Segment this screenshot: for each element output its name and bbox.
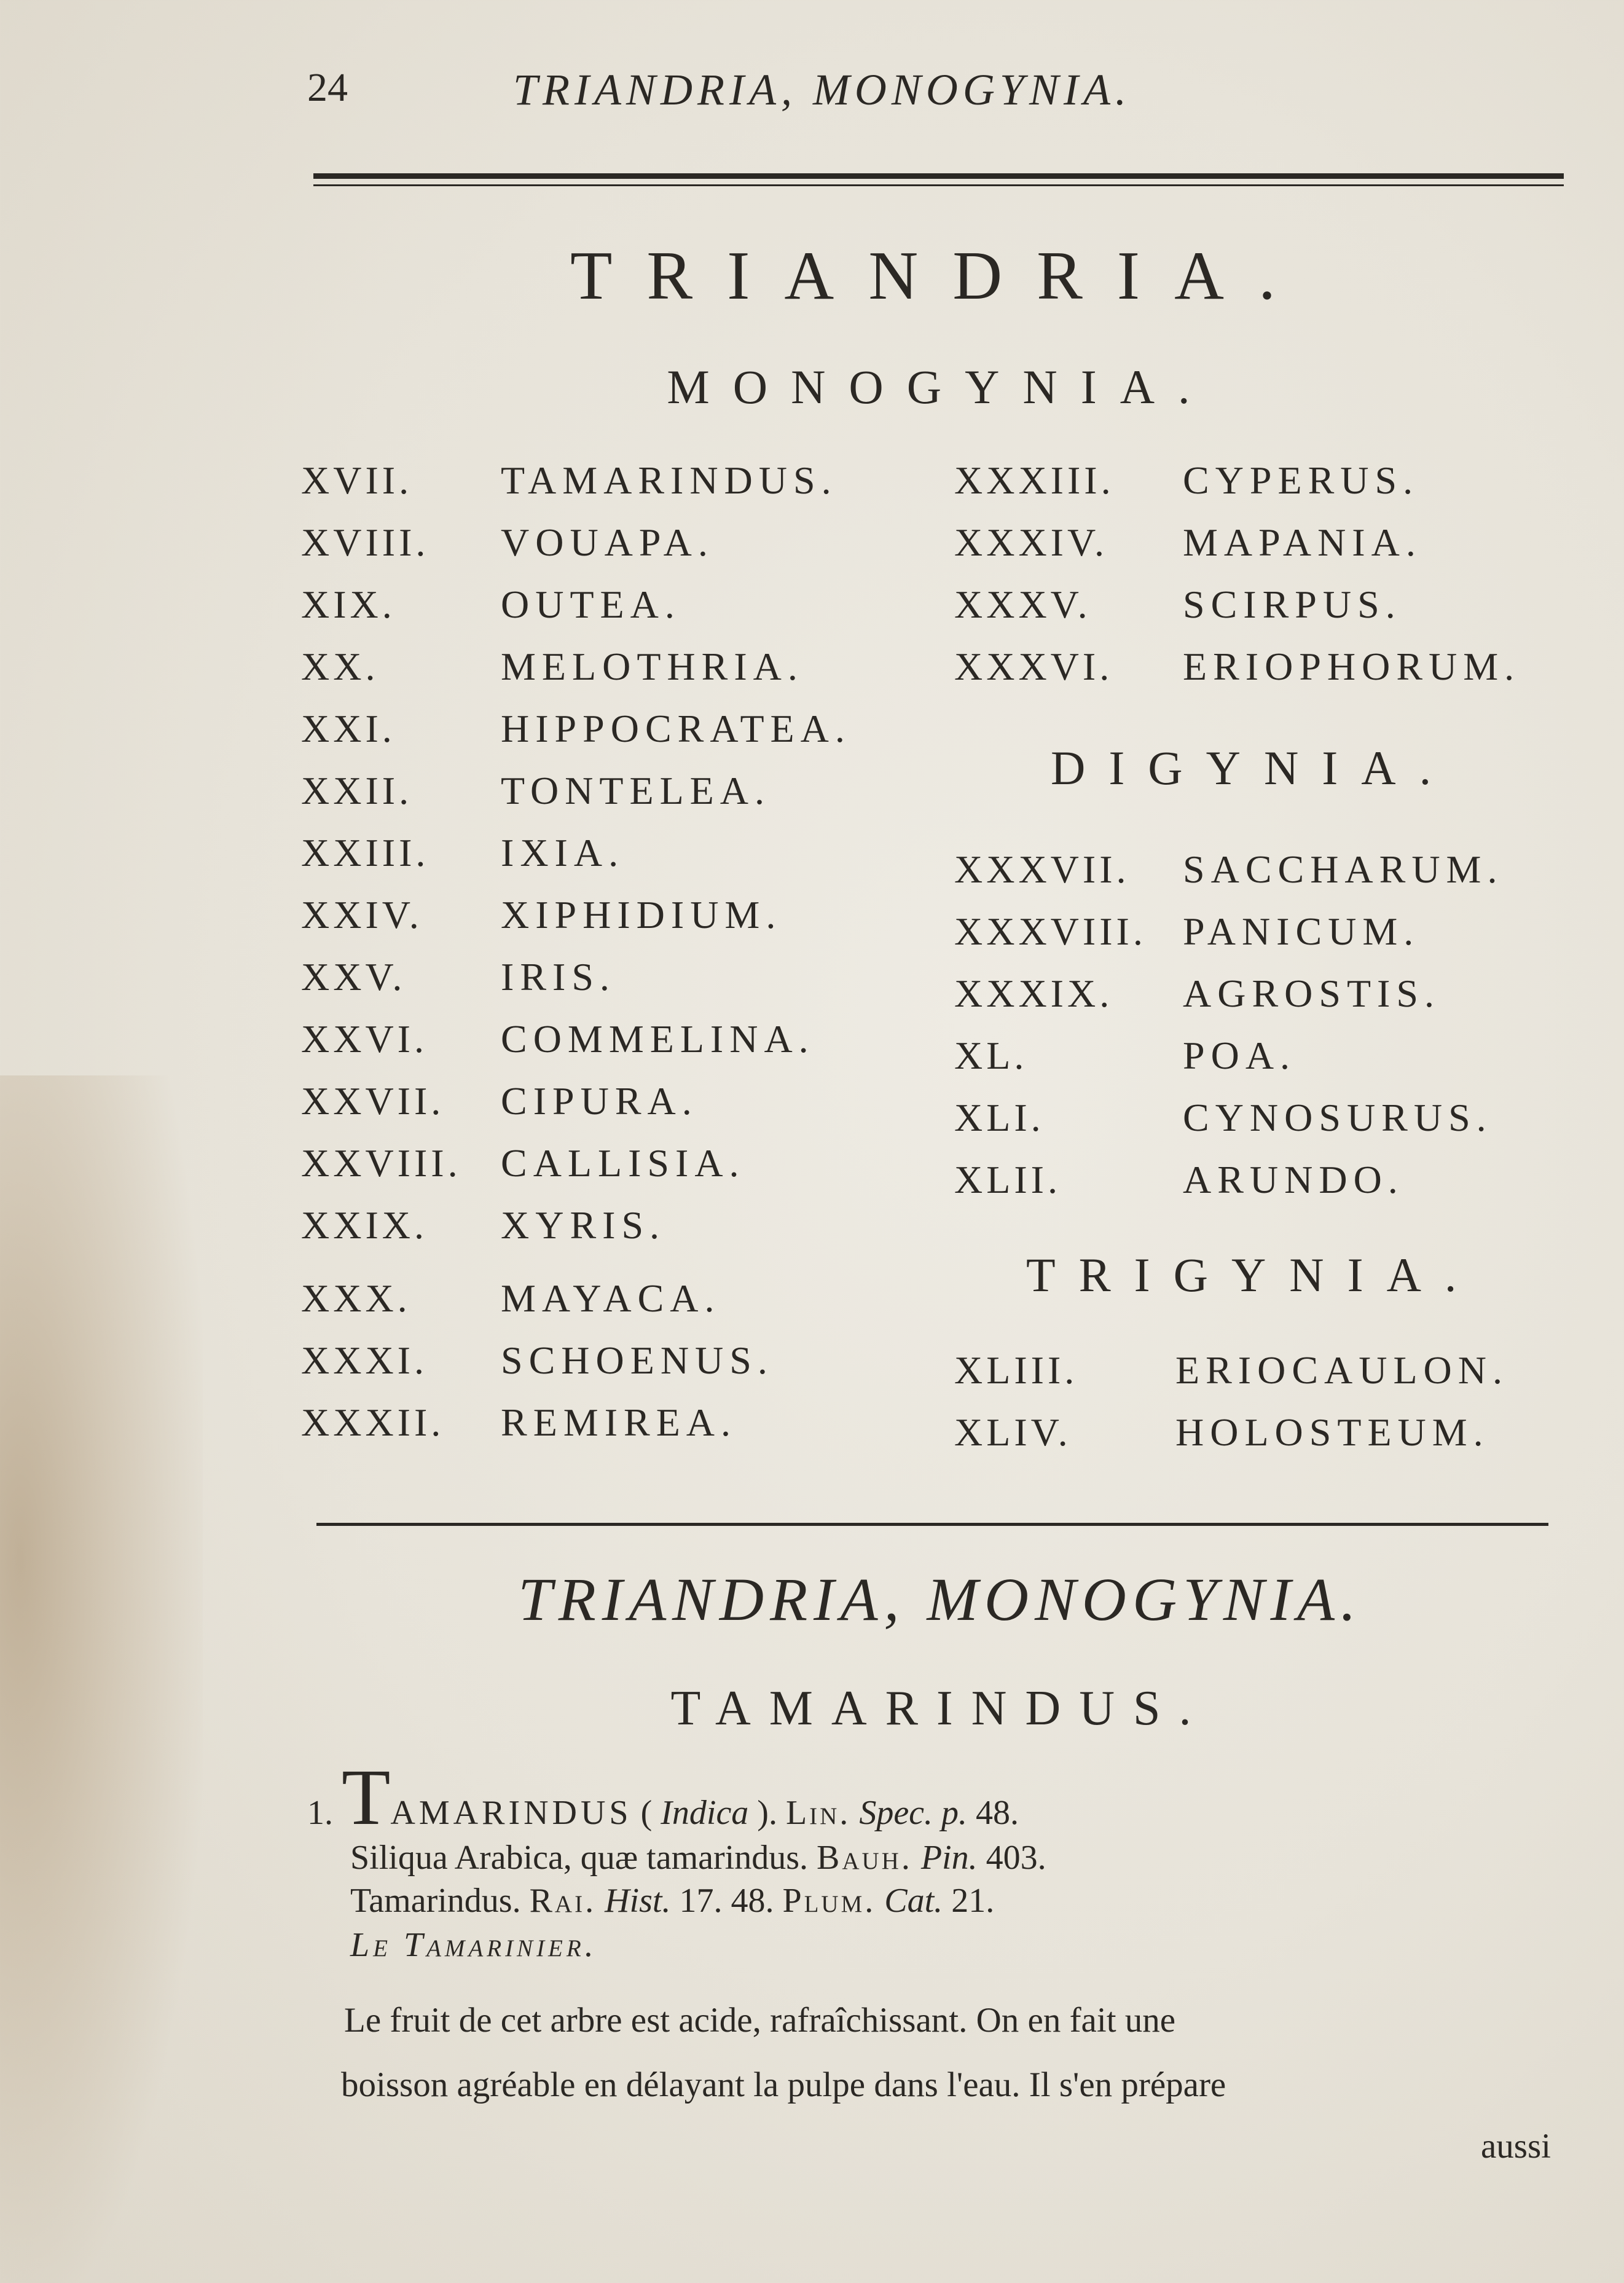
genus-number: XXXVII. (954, 847, 1130, 891)
species-name: AMARINDUS (390, 1794, 632, 1832)
genus-row (954, 520, 1624, 575)
genus-number: XXVII. (301, 1079, 445, 1123)
genus-row (954, 1348, 1624, 1403)
line3-page-1: 17. 48. (679, 1882, 774, 1920)
genus-name: VOUAPA. (501, 521, 714, 564)
genus-row (301, 644, 977, 699)
genus-name: XYRIS. (501, 1203, 666, 1247)
line3-work-1: Hist. (605, 1882, 671, 1920)
section-title: TRIANDRIA, MONOGYNIA. (518, 1565, 1362, 1633)
genus-number: XIX. (301, 583, 396, 626)
genus-number: XVIII. (301, 521, 430, 564)
header-rule-thin (313, 184, 1564, 186)
genus-row (954, 582, 1624, 637)
entry-line-2 (350, 1836, 1046, 1879)
genus-number: XXII. (301, 769, 413, 812)
ref1-author: Lin. (785, 1794, 851, 1832)
species-epithet: Indica (661, 1794, 749, 1832)
order-trigynia-heading: TRIGYNIA. (1026, 1248, 1480, 1302)
genus-name: MAPANIA. (1183, 521, 1422, 564)
line3-text: Tamarindus. (350, 1882, 521, 1920)
genus-number: XXXIV. (954, 521, 1108, 564)
genus-number: XLII. (954, 1158, 1061, 1201)
genus-number: XXVIII. (301, 1141, 461, 1185)
genus-number: XXVI. (301, 1017, 428, 1061)
genus-name: TAMARINDUS. (501, 458, 837, 502)
genus-number: XXIII. (301, 831, 430, 874)
genus-row (954, 1157, 1624, 1212)
genus-name: POA. (1183, 1034, 1296, 1077)
genus-row (954, 1033, 1624, 1088)
genus-name: PANICUM. (1183, 910, 1420, 953)
genus-name: HIPPOCRATEA. (501, 707, 851, 750)
running-title: TRIANDRIA, MONOGYNIA. (513, 65, 1131, 114)
paragraph-line-1: Le fruit de cet arbre est acide, rafraîchissant. On en fait une (344, 2001, 1176, 2040)
genus-row (954, 1095, 1624, 1150)
genus-number: XLI. (954, 1096, 1045, 1139)
ref1-page: 48. (976, 1794, 1019, 1832)
genus-row (954, 909, 1624, 964)
genus-row (301, 768, 977, 823)
genus-name: SCHOENUS. (501, 1338, 774, 1382)
genus-number: XXV. (301, 955, 406, 999)
genus-number: XXXI. (301, 1338, 428, 1382)
genus-number: XXI. (301, 707, 396, 750)
genus-number: XXX. (301, 1276, 411, 1320)
class-title: TRIANDRIA. (570, 238, 1310, 314)
running-header (0, 65, 1624, 120)
genus-name: TONTELEA. (501, 769, 771, 812)
genus-name: XIPHIDIUM. (501, 893, 782, 937)
page-number: 24 (307, 65, 348, 110)
line2-page: 403. (986, 1839, 1046, 1877)
section-rule (316, 1523, 1548, 1526)
genus-number: XLIV. (954, 1410, 1072, 1454)
genus-name: COMMELINA. (501, 1017, 815, 1061)
line3-author-1: Rai. (529, 1882, 597, 1920)
genus-row (301, 892, 977, 948)
drop-cap: T (342, 1753, 391, 1842)
genus-name: IXIA. (501, 831, 625, 874)
line3-work-2: Cat. (884, 1882, 943, 1920)
paragraph-line-3: aussi (1481, 2127, 1551, 2166)
french-name: Le Tamarinier. (350, 1926, 597, 1964)
header-rule-thick (313, 173, 1564, 179)
genus-row (301, 520, 977, 575)
genus-name: MAYACA. (501, 1276, 721, 1320)
line3-author-2: Plum. (782, 1882, 876, 1920)
order-monogynia-heading: MONOGYNIA. (667, 360, 1214, 414)
genus-row (301, 1203, 977, 1258)
entry-line-3 (350, 1879, 994, 1922)
entry-line-1: 1. TAMARINDUS ( Indica ). Lin. Spec. p. 48. (307, 1753, 1019, 1842)
genus-number: XL. (954, 1034, 1028, 1077)
genus-row (301, 954, 977, 1010)
genus-number: XXXVIII. (954, 910, 1147, 953)
ref1-work: Spec. p. (859, 1794, 968, 1832)
genus-row (301, 1016, 977, 1072)
genus-number: XXXIX. (954, 972, 1113, 1015)
genus-row (301, 582, 977, 637)
genus-name: SACCHARUM. (1183, 847, 1504, 891)
genus-number: XXXII. (301, 1401, 445, 1444)
genus-number: XVII. (301, 458, 413, 502)
genus-row (954, 971, 1624, 1026)
genus-number: XXXVI. (954, 645, 1113, 688)
genus-name: IRIS. (501, 955, 616, 999)
genus-row (301, 1079, 977, 1134)
genus-name: REMIREA. (501, 1401, 737, 1444)
genus-row (954, 458, 1624, 513)
water-stain (0, 1075, 203, 2283)
genus-row (301, 1400, 977, 1455)
genus-number: XXXV. (954, 583, 1091, 626)
genus-number: XX. (301, 645, 379, 688)
genus-name: SCIRPUS. (1183, 583, 1402, 626)
order-digynia-heading: DIGYNIA. (1051, 741, 1455, 795)
genus-row (301, 1141, 977, 1196)
genus-row (301, 458, 977, 513)
genus-row (301, 830, 977, 886)
genus-name: AGROSTIS. (1183, 972, 1440, 1015)
genus-name: CIPURA. (501, 1079, 698, 1123)
genus-number: XXIV. (301, 893, 423, 937)
genus-row (301, 1338, 977, 1393)
genus-row (954, 644, 1624, 699)
genus-number: XLIII. (954, 1348, 1078, 1392)
genus-row (301, 1276, 977, 1331)
line3-page-2: 21. (951, 1882, 995, 1920)
line2-work: Pin. (920, 1839, 978, 1877)
genus-row (954, 1410, 1624, 1465)
genus-number: XXIX. (301, 1203, 428, 1247)
genus-name: ERIOPHORUM. (1183, 645, 1521, 688)
entry-number: 1. (307, 1794, 333, 1832)
genus-row (301, 706, 977, 761)
paragraph-line-2: boisson agréable en délayant la pulpe dans l'eau. Il s'en prépare (341, 2065, 1226, 2104)
genus-row (954, 847, 1624, 902)
line2-author: Bauh. (816, 1839, 912, 1877)
genus-name: CALLISIA. (501, 1141, 745, 1185)
genus-name: MELOTHRIA. (501, 645, 804, 688)
genus-name: ERIOCAULON. (1175, 1348, 1508, 1392)
genus-name: CYPERUS. (1183, 458, 1419, 502)
synonym-text: Siliqua Arabica, quæ tamarindus. (350, 1839, 808, 1877)
genus-name: OUTEA. (501, 583, 681, 626)
genus-name: ARUNDO. (1183, 1158, 1404, 1201)
genus-number: XXXIII. (954, 458, 1115, 502)
genus-name: HOLOSTEUM. (1175, 1410, 1489, 1454)
genus-name: CYNOSURUS. (1183, 1096, 1493, 1139)
genus-title: TAMARINDUS. (670, 1681, 1210, 1735)
